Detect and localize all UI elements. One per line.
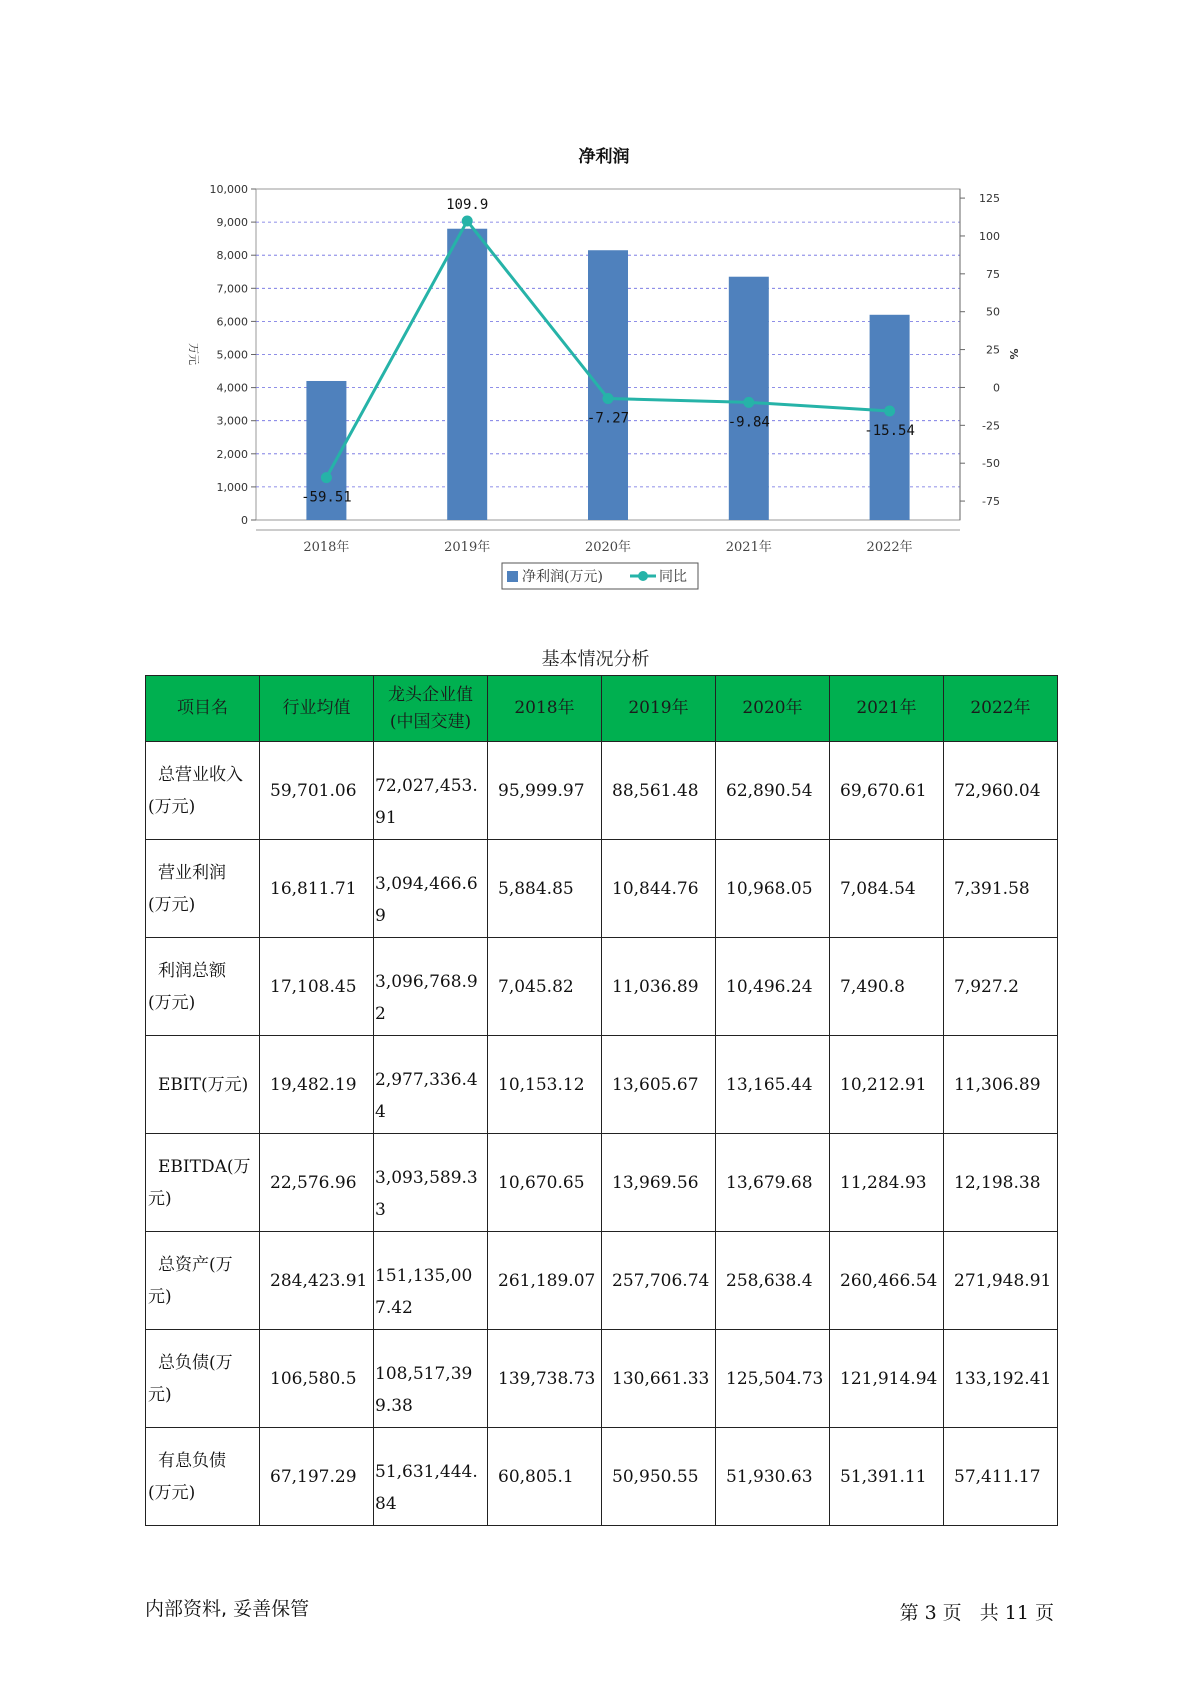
bar xyxy=(588,250,628,520)
row-label-line1: 总负债(万 xyxy=(158,1352,233,1373)
yoy-point xyxy=(603,393,614,404)
cell-y2019: 88,561.48 xyxy=(602,742,716,840)
cell-y2021: 10,212.91 xyxy=(830,1036,944,1134)
cell-y2019: 50,950.55 xyxy=(602,1428,716,1526)
row-label-line2: (万元) xyxy=(148,1482,196,1503)
header-lead-line2: (中国交建) xyxy=(389,711,472,732)
cell-y2021: 11,284.93 xyxy=(830,1134,944,1232)
total-unit: 页 xyxy=(1034,1602,1054,1624)
cell-y2018: 10,153.12 xyxy=(488,1036,602,1134)
bar xyxy=(870,315,910,520)
x-tick-label: 2019年 xyxy=(444,540,491,555)
yoy-point xyxy=(321,472,332,483)
header-2022: 2022年 xyxy=(944,676,1058,742)
cell-y2022: 7,391.58 xyxy=(944,840,1058,938)
cell-lead: 2,977,336.44 xyxy=(374,1036,488,1134)
cell-y2018: 261,189.07 xyxy=(488,1232,602,1330)
y2-tick-label: 50 xyxy=(986,305,1000,319)
cell-y2018: 95,999.97 xyxy=(488,742,602,840)
cell-y2021: 260,466.54 xyxy=(830,1232,944,1330)
row-label xyxy=(146,938,260,1036)
header-2021: 2021年 xyxy=(830,676,944,742)
table-row xyxy=(146,1428,1058,1526)
analysis-table xyxy=(145,675,1058,1526)
cell-y2020: 10,496.24 xyxy=(716,938,830,1036)
row-label xyxy=(146,1330,260,1428)
net-profit-chart xyxy=(0,0,1191,600)
legend-label-net-profit: 净利润(万元) xyxy=(522,569,603,585)
row-label-line1: 利润总额 xyxy=(158,960,226,981)
cell-industry: 67,197.29 xyxy=(260,1428,374,1526)
y-tick-label: 4,000 xyxy=(216,381,248,395)
yoy-point xyxy=(462,215,473,226)
cell-y2021: 7,490.8 xyxy=(830,938,944,1036)
x-tick-label: 2018年 xyxy=(303,540,350,555)
cell-y2021: 121,914.94 xyxy=(830,1330,944,1428)
cell-y2022: 11,306.89 xyxy=(944,1036,1058,1134)
page-unit: 页 xyxy=(942,1602,962,1624)
total-num: 11 xyxy=(1004,1602,1029,1624)
header-lead xyxy=(374,676,488,742)
cell-y2018: 5,884.85 xyxy=(488,840,602,938)
cell-y2020: 258,638.4 xyxy=(716,1232,830,1330)
row-label xyxy=(146,840,260,938)
x-tick-label: 2022年 xyxy=(866,540,913,555)
cell-y2018: 7,045.82 xyxy=(488,938,602,1036)
y2-tick-label: -75 xyxy=(982,495,1000,509)
y2-axis-label: % xyxy=(1007,348,1020,360)
row-label xyxy=(146,1232,260,1330)
cell-industry: 284,423.91 xyxy=(260,1232,374,1330)
table-row xyxy=(146,1036,1058,1134)
yoy-data-label: -15.54 xyxy=(864,422,915,439)
x-tick-label: 2021年 xyxy=(725,540,772,555)
chart-title: 净利润 xyxy=(578,147,630,167)
x-tick-label: 2020年 xyxy=(584,540,632,555)
page-prefix: 第 xyxy=(899,1602,919,1624)
y-tick-label: 9,000 xyxy=(216,216,248,230)
legend-swatch-point xyxy=(638,571,648,581)
cell-y2020: 13,165.44 xyxy=(716,1036,830,1134)
header-2018: 2018年 xyxy=(488,676,602,742)
y-tick-label: 1,000 xyxy=(216,480,248,494)
row-label-line1: EBITDA(万 xyxy=(158,1156,251,1177)
cell-y2019: 11,036.89 xyxy=(602,938,716,1036)
y2-tick-label: 0 xyxy=(993,381,1000,395)
cell-y2020: 62,890.54 xyxy=(716,742,830,840)
legend-label-yoy: 同比 xyxy=(659,569,687,585)
yoy-data-label: -59.51 xyxy=(301,489,352,506)
yoy-data-label: -7.27 xyxy=(586,410,630,427)
row-label-line2: 元) xyxy=(148,1286,172,1307)
y2-tick-label: 25 xyxy=(986,343,1000,357)
cell-industry: 17,108.45 xyxy=(260,938,374,1036)
row-label xyxy=(146,1036,260,1134)
cell-y2019: 130,661.33 xyxy=(602,1330,716,1428)
y2-tick-label: 75 xyxy=(986,267,1000,281)
cell-lead: 72,027,453.91 xyxy=(374,742,488,840)
cell-y2022: 72,960.04 xyxy=(944,742,1058,840)
row-label-line1: 有息负债 xyxy=(158,1450,226,1471)
table-row xyxy=(146,1232,1058,1330)
header-2020: 2020年 xyxy=(716,676,830,742)
yoy-point xyxy=(884,405,895,416)
row-label-line2: 元) xyxy=(148,1384,172,1405)
cell-y2020: 13,679.68 xyxy=(716,1134,830,1232)
y-tick-label: 8,000 xyxy=(216,249,248,263)
cell-industry: 22,576.96 xyxy=(260,1134,374,1232)
y2-tick-label: 125 xyxy=(979,192,1000,206)
row-label-line2: (万元) xyxy=(148,894,196,915)
table-row xyxy=(146,742,1058,840)
row-label xyxy=(146,742,260,840)
y-tick-label: 10,000 xyxy=(209,183,248,196)
cell-y2018: 139,738.73 xyxy=(488,1330,602,1428)
cell-y2019: 257,706.74 xyxy=(602,1232,716,1330)
y2-tick-label: 100 xyxy=(979,229,1000,243)
row-label xyxy=(146,1428,260,1526)
row-label-line1: 总营业收入 xyxy=(158,764,243,785)
footer-confidential-note: 内部资料, 妥善保管 xyxy=(145,1598,310,1620)
bar xyxy=(447,229,487,520)
chart-svg xyxy=(0,0,1191,600)
row-label-line2: (万元) xyxy=(148,992,196,1013)
cell-y2022: 271,948.91 xyxy=(944,1232,1058,1330)
cell-y2022: 7,927.2 xyxy=(944,938,1058,1036)
cell-y2018: 10,670.65 xyxy=(488,1134,602,1232)
cell-y2021: 69,670.61 xyxy=(830,742,944,840)
row-label-line1: 总资产(万 xyxy=(158,1254,233,1275)
cell-lead: 108,517,399.38 xyxy=(374,1330,488,1428)
cell-y2020: 51,930.63 xyxy=(716,1428,830,1526)
cell-y2021: 51,391.11 xyxy=(830,1428,944,1526)
table-row xyxy=(146,1134,1058,1232)
row-label-line2: (万元) xyxy=(148,796,196,817)
y-tick-label: 7,000 xyxy=(216,282,248,296)
y-tick-label: 6,000 xyxy=(216,315,248,329)
cell-y2022: 57,411.17 xyxy=(944,1428,1058,1526)
y-axis-label: 万元 xyxy=(187,343,200,365)
cell-lead: 51,631,444.84 xyxy=(374,1428,488,1526)
legend-swatch-bar xyxy=(507,571,518,582)
cell-y2020: 125,504.73 xyxy=(716,1330,830,1428)
header-industry: 行业均值 xyxy=(260,676,374,742)
y-tick-label: 0 xyxy=(241,514,248,527)
table-row xyxy=(146,938,1058,1036)
header-lead-line1: 龙头企业值 xyxy=(388,684,473,705)
y-tick-label: 2,000 xyxy=(216,447,248,461)
cell-industry: 106,580.5 xyxy=(260,1330,374,1428)
y2-tick-label: -25 xyxy=(982,419,1000,433)
row-label-line2: 元) xyxy=(148,1188,172,1209)
yoy-data-label: -9.84 xyxy=(727,414,770,431)
cell-lead: 3,094,466.69 xyxy=(374,840,488,938)
cell-y2019: 10,844.76 xyxy=(602,840,716,938)
table-body xyxy=(146,742,1058,1526)
cell-industry: 16,811.71 xyxy=(260,840,374,938)
cell-y2019: 13,969.56 xyxy=(602,1134,716,1232)
cell-lead: 3,096,768.92 xyxy=(374,938,488,1036)
cell-y2022: 12,198.38 xyxy=(944,1134,1058,1232)
cell-lead: 151,135,007.42 xyxy=(374,1232,488,1330)
cell-y2018: 60,805.1 xyxy=(488,1428,602,1526)
table-row xyxy=(146,1330,1058,1428)
total-prefix: 共 xyxy=(979,1602,999,1624)
yoy-data-label: 109.9 xyxy=(446,196,489,213)
footer-page-number xyxy=(897,1598,1057,1625)
cell-industry: 59,701.06 xyxy=(260,742,374,840)
header-name: 项目名 xyxy=(146,676,260,742)
y2-tick-label: -50 xyxy=(982,457,1000,471)
header-2019: 2019年 xyxy=(602,676,716,742)
table-caption: 基本情况分析 xyxy=(541,649,650,670)
cell-y2021: 7,084.54 xyxy=(830,840,944,938)
table-row xyxy=(146,840,1058,938)
cell-y2019: 13,605.67 xyxy=(602,1036,716,1134)
y-tick-label: 5,000 xyxy=(216,348,248,362)
cell-y2022: 133,192.41 xyxy=(944,1330,1058,1428)
row-label xyxy=(146,1134,260,1232)
y-tick-label: 3,000 xyxy=(216,414,248,428)
cell-lead: 3,093,589.33 xyxy=(374,1134,488,1232)
cell-industry: 19,482.19 xyxy=(260,1036,374,1134)
cell-y2020: 10,968.05 xyxy=(716,840,830,938)
row-label-line1: EBIT(万元) xyxy=(158,1074,249,1095)
table-header-row xyxy=(146,676,1058,742)
row-label-line1: 营业利润 xyxy=(158,862,226,883)
page-num: 3 xyxy=(924,1602,937,1624)
yoy-point xyxy=(743,397,754,408)
